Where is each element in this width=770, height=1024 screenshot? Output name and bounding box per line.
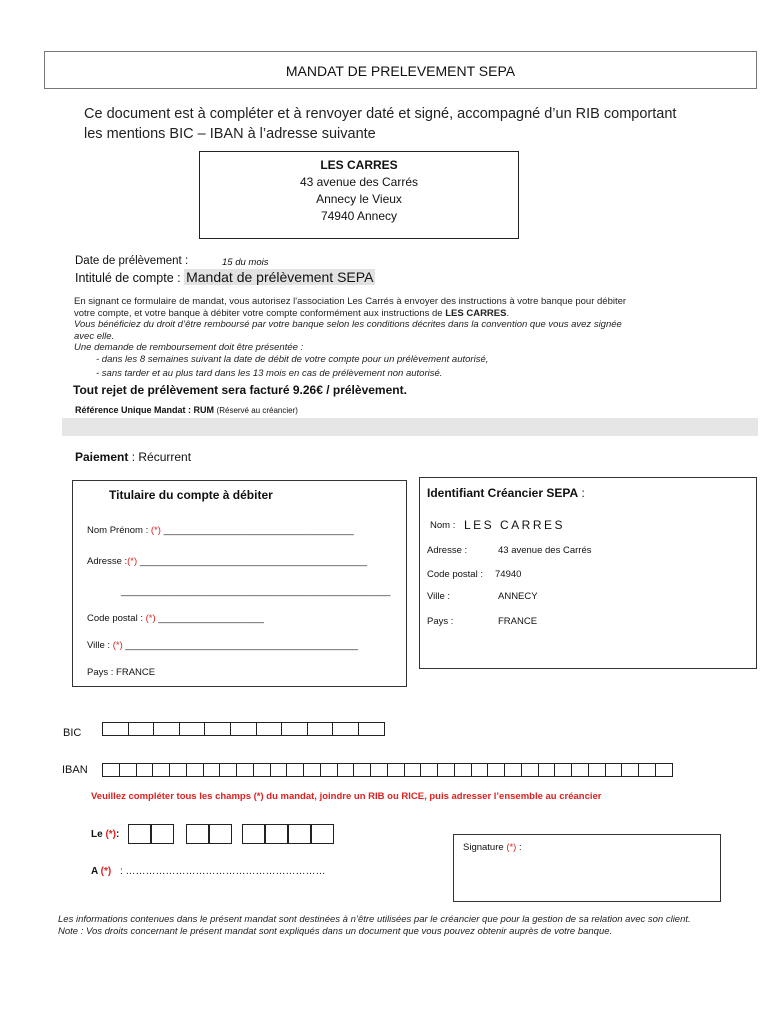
footer-line-2: Note : Vos droits concernant le présent mandat sont expliqués dans un document que vous pouvez obtenir auprès de votre banque. bbox=[58, 926, 613, 937]
required-mark: (*) bbox=[100, 866, 112, 877]
iban-char-cell[interactable] bbox=[554, 763, 572, 777]
debtor-cp-field[interactable]: ____________________ bbox=[158, 613, 264, 624]
date-digit-cell[interactable] bbox=[242, 824, 265, 844]
bic-char-cell[interactable] bbox=[204, 722, 231, 736]
iban-char-cell[interactable] bbox=[186, 763, 204, 777]
mandate-p2b: avec elle. bbox=[74, 330, 115, 342]
creditor-cp-label: Code postal : bbox=[427, 569, 483, 580]
address-city: 74940 Annecy bbox=[320, 209, 398, 223]
signature-colon: : bbox=[518, 842, 522, 853]
date-digit-cell[interactable] bbox=[186, 824, 209, 844]
creditor-ville-value: ANNECY bbox=[498, 591, 538, 602]
date-digit-cell[interactable] bbox=[128, 824, 151, 844]
debtor-ville-label: Ville : bbox=[87, 640, 111, 651]
mandate-p3: Une demande de remboursement doit être présentée : bbox=[74, 342, 304, 353]
iban-char-cell[interactable] bbox=[655, 763, 673, 777]
iban-label: IBAN bbox=[62, 764, 88, 776]
required-mark: (*) bbox=[506, 842, 517, 853]
mandate-bullet-1: - dans les 8 semaines suivant la date de débit de votre compte pour un prélèvement autorisé, bbox=[96, 353, 489, 365]
debtor-ville-row bbox=[87, 640, 358, 651]
rum-label: Référence Unique Mandat : RUM bbox=[75, 405, 215, 415]
iban-char-cell[interactable] bbox=[219, 763, 237, 777]
iban-char-cell[interactable] bbox=[588, 763, 606, 777]
iban-char-cell[interactable] bbox=[303, 763, 321, 777]
debtor-pays-value: FRANCE bbox=[116, 667, 156, 678]
creditor-ville-label: Ville : bbox=[427, 591, 451, 602]
debtor-title: Titulaire du compte à débiter bbox=[109, 488, 273, 502]
debtor-name-row bbox=[87, 525, 354, 536]
mandate-p1a: En signant ce formulaire de mandat, vous autorisez l'association Les Carrés à envoyer des instructions à votre banque pour débiter bbox=[74, 296, 627, 307]
iban-char-cell[interactable] bbox=[404, 763, 422, 777]
date-colon: : bbox=[116, 829, 120, 840]
date-digit-cell[interactable] bbox=[288, 824, 311, 844]
iban-char-cell[interactable] bbox=[621, 763, 639, 777]
paiement-value: : Récurrent bbox=[131, 450, 192, 464]
bic-char-cell[interactable] bbox=[256, 722, 283, 736]
iban-field[interactable] bbox=[102, 763, 672, 777]
intitule-label: Intitulé de compte : bbox=[75, 271, 181, 285]
mandate-p1b: votre compte, et votre banque à débiter votre compte conformément aux instructions de LES CARRES. bbox=[74, 307, 510, 319]
paiement-row bbox=[75, 450, 191, 464]
mandate-text bbox=[74, 296, 689, 380]
creditor-nom-value: LES CARRES bbox=[464, 518, 566, 532]
footer-notes bbox=[58, 914, 758, 938]
creditor-pays-label: Pays : bbox=[427, 616, 454, 627]
debtor-address-field-2[interactable]: ___________________________________________________ bbox=[121, 586, 391, 597]
date-row bbox=[91, 829, 119, 840]
creditor-pays-value: FRANCE bbox=[498, 616, 538, 627]
creditor-adresse-label: Adresse : bbox=[427, 545, 468, 556]
intitule-value: Mandat de prélèvement SEPA bbox=[186, 269, 374, 285]
debtor-address-row bbox=[87, 556, 367, 567]
creditor-title-row bbox=[427, 486, 585, 500]
iban-char-cell[interactable] bbox=[337, 763, 355, 777]
bic-char-cell[interactable] bbox=[332, 722, 359, 736]
address-street: 43 avenue des Carrés bbox=[299, 175, 419, 189]
iban-char-cell[interactable] bbox=[370, 763, 388, 777]
iban-char-cell[interactable] bbox=[471, 763, 489, 777]
debtor-pays-label: Pays : bbox=[87, 667, 114, 678]
iban-char-cell[interactable] bbox=[605, 763, 623, 777]
intro-line-1: Ce document est à compléter et à renvoyer daté et signé, accompagné d’un RIB comportant bbox=[84, 106, 677, 122]
iban-char-cell[interactable] bbox=[638, 763, 656, 777]
debtor-name-label: Nom Prénom : bbox=[87, 525, 149, 536]
creditor-title-colon: : bbox=[581, 486, 585, 500]
date-digit-cell[interactable] bbox=[151, 824, 174, 844]
bic-char-cell[interactable] bbox=[102, 722, 129, 736]
iban-char-cell[interactable] bbox=[571, 763, 589, 777]
bic-char-cell[interactable] bbox=[179, 722, 206, 736]
debtor-pays-row bbox=[87, 667, 155, 678]
date-prelevement-label: Date de prélèvement : bbox=[75, 255, 189, 267]
debtor-cp-label: Code postal : bbox=[87, 613, 143, 624]
date-digit-cell[interactable] bbox=[265, 824, 288, 844]
iban-char-cell[interactable] bbox=[102, 763, 120, 777]
iban-char-cell[interactable] bbox=[387, 763, 405, 777]
iban-char-cell[interactable] bbox=[353, 763, 371, 777]
address-district: Annecy le Vieux bbox=[316, 192, 402, 206]
debtor-box bbox=[72, 480, 407, 687]
bic-field[interactable] bbox=[102, 722, 384, 736]
iban-char-cell[interactable] bbox=[203, 763, 221, 777]
iban-char-cell[interactable] bbox=[454, 763, 472, 777]
rum-row bbox=[75, 405, 298, 415]
iban-char-cell[interactable] bbox=[538, 763, 556, 777]
bic-char-cell[interactable] bbox=[230, 722, 257, 736]
paiement-label: Paiement bbox=[75, 450, 129, 464]
creditor-nom-label: Nom : bbox=[430, 520, 456, 531]
iban-char-cell[interactable] bbox=[521, 763, 539, 777]
bic-char-cell[interactable] bbox=[128, 722, 155, 736]
iban-char-cell[interactable] bbox=[286, 763, 304, 777]
signature-label-row bbox=[463, 842, 522, 853]
creditor-adresse-value: 43 avenue des Carrés bbox=[498, 545, 592, 556]
place-field[interactable]: : …………………………………………………… bbox=[119, 866, 326, 877]
address-name: LES CARRES bbox=[320, 158, 398, 172]
iban-char-cell[interactable] bbox=[270, 763, 288, 777]
iban-char-cell[interactable] bbox=[253, 763, 271, 777]
debtor-cp-row bbox=[87, 613, 264, 624]
required-mark: (*) bbox=[150, 525, 161, 536]
date-prelevement-value: 15 du mois bbox=[222, 257, 269, 268]
iban-char-cell[interactable] bbox=[136, 763, 154, 777]
mandate-bullet-2: - sans tarder et au plus tard dans les 13 mois en cas de prélèvement non autorisé. bbox=[96, 368, 443, 379]
rum-note: (Réservé au créancier) bbox=[216, 406, 298, 415]
required-mark: (*) bbox=[145, 613, 156, 624]
iban-char-cell[interactable] bbox=[152, 763, 170, 777]
intro-text bbox=[84, 104, 744, 144]
bic-char-cell[interactable] bbox=[358, 722, 385, 736]
date-digit-cell[interactable] bbox=[311, 824, 334, 844]
bic-label: BIC bbox=[63, 727, 82, 739]
debtor-name-field[interactable]: ____________________________________ bbox=[163, 525, 354, 536]
iban-char-cell[interactable] bbox=[119, 763, 137, 777]
iban-char-cell[interactable] bbox=[504, 763, 522, 777]
iban-char-cell[interactable] bbox=[487, 763, 505, 777]
bic-char-cell[interactable] bbox=[153, 722, 180, 736]
debtor-address-field[interactable]: ___________________________________________ bbox=[139, 556, 368, 567]
signature-label: Signature bbox=[463, 842, 504, 853]
creditor-address-box bbox=[199, 151, 519, 239]
iban-char-cell[interactable] bbox=[169, 763, 187, 777]
place-row bbox=[91, 866, 326, 877]
required-mark: (*) bbox=[105, 829, 117, 840]
footer-line-1: Les informations contenues dans le présent mandat sont destinées à n’être utilisées par le créancier que pour la gestion de sa relation avec son client. bbox=[58, 914, 691, 925]
rum-field bbox=[62, 418, 758, 436]
place-label: A bbox=[91, 866, 98, 877]
mandate-p2a: Vous bénéficiez du droit d’être remboursé par votre banque selon les conditions décrites dans la convention que vous avez signée bbox=[74, 319, 622, 330]
debtor-ville-field[interactable]: ____________________________________________ bbox=[125, 640, 358, 651]
debtor-address-label: Adresse : bbox=[87, 556, 128, 567]
creditor-title: Identifiant Créancier SEPA bbox=[427, 486, 579, 500]
bic-char-cell[interactable] bbox=[307, 722, 334, 736]
intro-line-2: les mentions BIC – IBAN à l’adresse suivante bbox=[84, 126, 376, 142]
iban-char-cell[interactable] bbox=[420, 763, 438, 777]
date-digit-cell[interactable] bbox=[209, 824, 232, 844]
intitule-row bbox=[75, 268, 375, 287]
iban-char-cell[interactable] bbox=[236, 763, 254, 777]
required-mark: (*) bbox=[112, 640, 123, 651]
signature-box[interactable] bbox=[453, 834, 721, 902]
creditor-box bbox=[419, 477, 757, 669]
required-mark: (*) bbox=[127, 556, 138, 567]
iban-char-cell[interactable] bbox=[320, 763, 338, 777]
creditor-cp-value: 74940 bbox=[495, 569, 522, 580]
rejet-notice: Tout rejet de prélèvement sera facturé 9.26€ / prélèvement. bbox=[73, 383, 407, 397]
document-title: MANDAT DE PRELEVEMENT SEPA bbox=[44, 51, 757, 89]
warning-text: Veuillez compléter tous les champs (*) du mandat, joindre un RIB ou RICE, puis adresser l’ensemble au créancier bbox=[91, 791, 602, 802]
bic-char-cell[interactable] bbox=[281, 722, 308, 736]
iban-char-cell[interactable] bbox=[437, 763, 455, 777]
date-label: Le bbox=[91, 829, 103, 840]
